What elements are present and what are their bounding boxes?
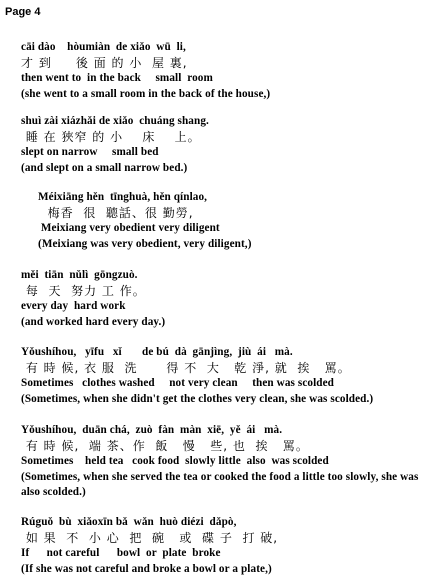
- translation-line: (and worked hard every day.): [21, 315, 166, 328]
- gloss-line: Sometimes held tea cook food slowly little also was scolded: [21, 455, 329, 468]
- hanzi-line: 睡 在 狹窄 的 小 床 上。: [21, 129, 201, 144]
- gloss-line: every day hard work: [21, 300, 126, 313]
- gloss-line: Sometimes clothes washed not very clean then was scolded: [21, 377, 334, 390]
- pinyin-line: Rúguǒ bù xiǎoxīn bǎ wǎn huò diézi dǎpò,: [21, 516, 237, 528]
- hanzi-line: 才 到 後 面 的 小 屋 裏,: [21, 55, 188, 70]
- sentence-block-4: [21, 268, 423, 330]
- pinyin-line: Yǒushíhou, yīfu xǐ de bú dà gānjìng, jiù ái mà.: [21, 346, 293, 358]
- sentence-block-7: [21, 515, 423, 577]
- hanzi-line: 有 時 候, 衣 服 洗 得 不 大 乾 淨, 就 挨 罵。: [21, 360, 351, 375]
- translation-line: (Meixiang was very obedient, very diligent,): [38, 237, 252, 250]
- pinyin-line: měi tiān nǔlì gōngzuò.: [21, 269, 138, 281]
- pinyin-line: shuì zài xiázhǎi de xiǎo chuáng shang.: [21, 115, 209, 127]
- translation-line: (If she was not careful and broke a bowl or a plate,): [21, 562, 272, 575]
- hanzi-line: 有 時 候, 端 茶、作 飯 慢 些, 也 挨 罵。: [21, 438, 309, 453]
- page-number: Page 4: [5, 6, 41, 18]
- sentence-block-5: [21, 345, 423, 407]
- sentence-block-6: [21, 423, 423, 501]
- pinyin-line: cāi dào hòumiàn de xiǎo wū li,: [21, 41, 186, 53]
- sentence-block-3: [38, 190, 423, 252]
- translation-line: (Sometimes, when she served the tea or cooked the food a little too slowly, she was also scolded.): [21, 470, 419, 499]
- sentence-block-1: [21, 40, 423, 102]
- translation-line: (she went to a small room in the back of the house,): [21, 87, 271, 100]
- gloss-line: slept on narrow small bed: [21, 146, 159, 159]
- gloss-line: If not careful bowl or plate broke: [21, 547, 221, 560]
- hanzi-line: 梅香 很 聽話、很 勤勞,: [38, 205, 194, 220]
- pinyin-line: Yǒushíhou, duān chá, zuò fàn màn xiē, yě ái mà.: [21, 424, 283, 436]
- hanzi-line: 每 天 努力 工 作。: [21, 283, 146, 298]
- translation-line: (Sometimes, when she didn't get the clothes very clean, she was scolded.): [21, 392, 374, 405]
- sentence-block-2: [21, 114, 423, 176]
- pinyin-line: Méixiāng hěn tīnghuà, hěn qínlao,: [38, 191, 208, 203]
- gloss-line: then went to in the back small room: [21, 72, 213, 85]
- hanzi-line: 如 果 不 小 心 把 碗 或 碟 子 打 破,: [21, 530, 279, 545]
- translation-line: (and slept on a small narrow bed.): [21, 161, 188, 174]
- gloss-line: Meixiang very obedient very diligent: [38, 222, 220, 235]
